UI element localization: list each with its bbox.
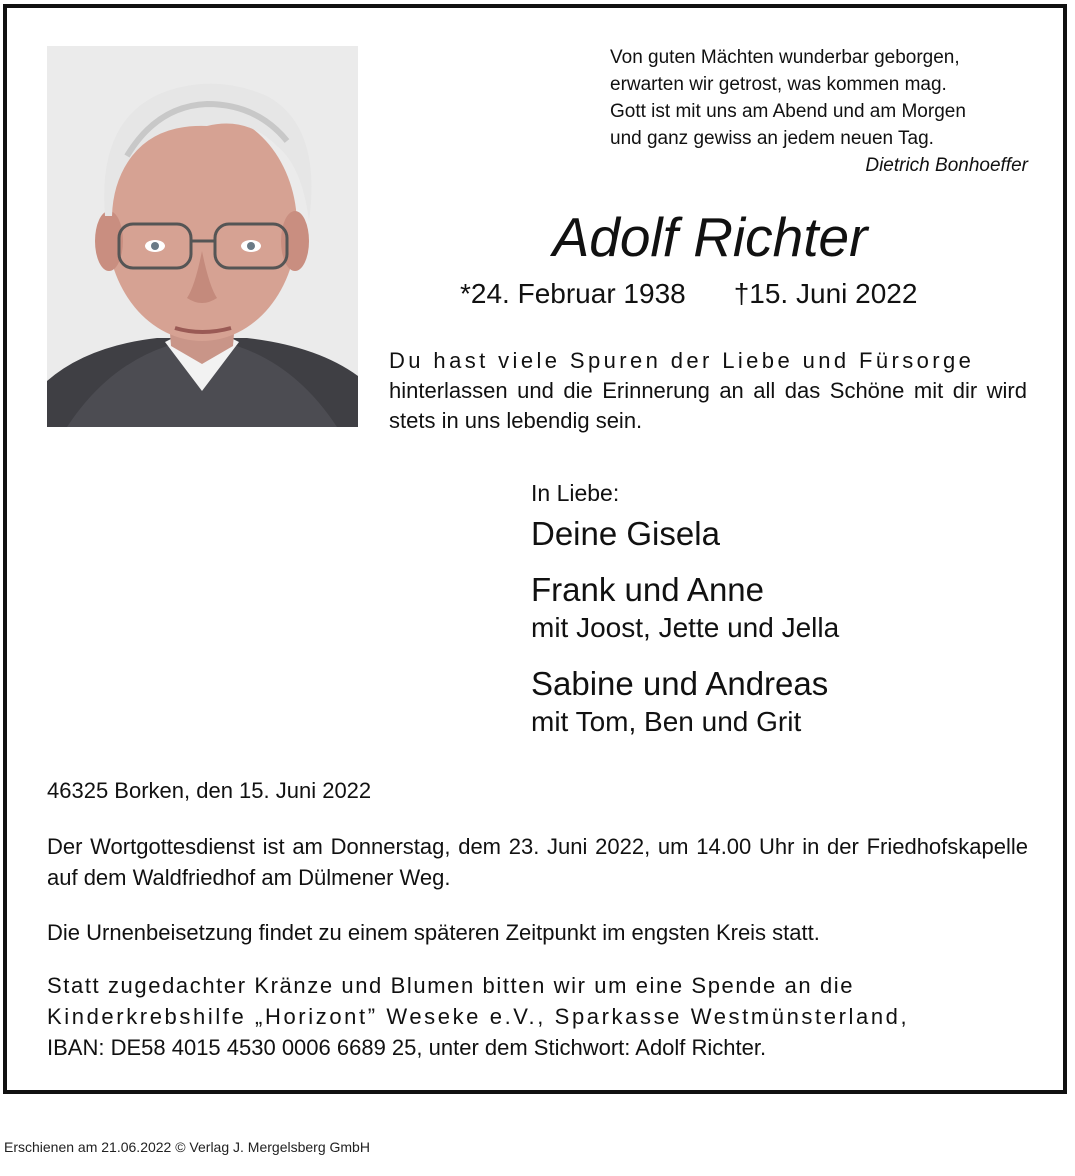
portrait-photo [47,46,358,427]
poem-line: Gott ist mit uns am Abend und am Morgen [610,101,966,122]
poem-author: Dietrich Bonhoeffer [865,155,1028,176]
place-date: 46325 Borken, den 15. Juni 2022 [47,778,372,803]
birth-date: *24. Februar 1938 [460,278,686,309]
service-notice: Der Wortgottesdienst ist am Donnerstag, dem 23. Juni 2022, um 14.00 Uhr in der Friedhofskapelle auf dem Waldfriedhof am Dülmener Weg. [47,834,1028,890]
intro-line: Du hast viele Spuren der Liebe und Fürsorge [389,348,975,373]
poem-line: Von guten Mächten wunderbar geborgen, [610,47,960,68]
donation-line: Statt zugedachter Kränze und Blumen bitten wir um eine Spende an die [47,973,855,998]
poem [610,44,1030,179]
portrait-illustration [47,46,358,427]
deceased-name: Adolf Richter [552,206,868,268]
death-date: †15. Juni 2022 [733,278,918,309]
family-child-2-sub: mit Tom, Ben und Grit [531,706,802,737]
publication-footer: Erschienen am 21.06.2022 © Verlag J. Mergelsberg GmbH [4,1139,370,1155]
donation-notice [47,970,1028,1063]
life-dates [460,276,1020,312]
intro-text [389,346,1027,436]
intro-rest: hinterlassen und die Erinnerung an all das Schöne mit dir wird stets in uns lebendig sein. [389,378,1027,433]
donation-line: Kinderkrebshilfe „Horizont” Weseke e.V., Sparkasse Westmünsterland, [47,1004,910,1029]
urn-notice: Die Urnenbeisetzung findet zu einem späteren Zeitpunkt im engsten Kreis statt. [47,920,820,945]
family-signature [531,478,1051,740]
family-spouse: Deine Gisela [531,515,720,552]
donation-line: IBAN: DE58 4015 4530 0006 6689 25, unter dem Stichwort: Adolf Richter. [47,1035,767,1060]
family-child-2: Sabine und Andreas [531,665,829,702]
poem-line: erwarten wir getrost, was kommen mag. [610,74,947,95]
family-child-1: Frank und Anne [531,571,764,608]
family-child-1-sub: mit Joost, Jette und Jella [531,612,840,643]
family-label: In Liebe: [531,480,620,506]
poem-line: und ganz gewiss an jedem neuen Tag. [610,128,934,149]
